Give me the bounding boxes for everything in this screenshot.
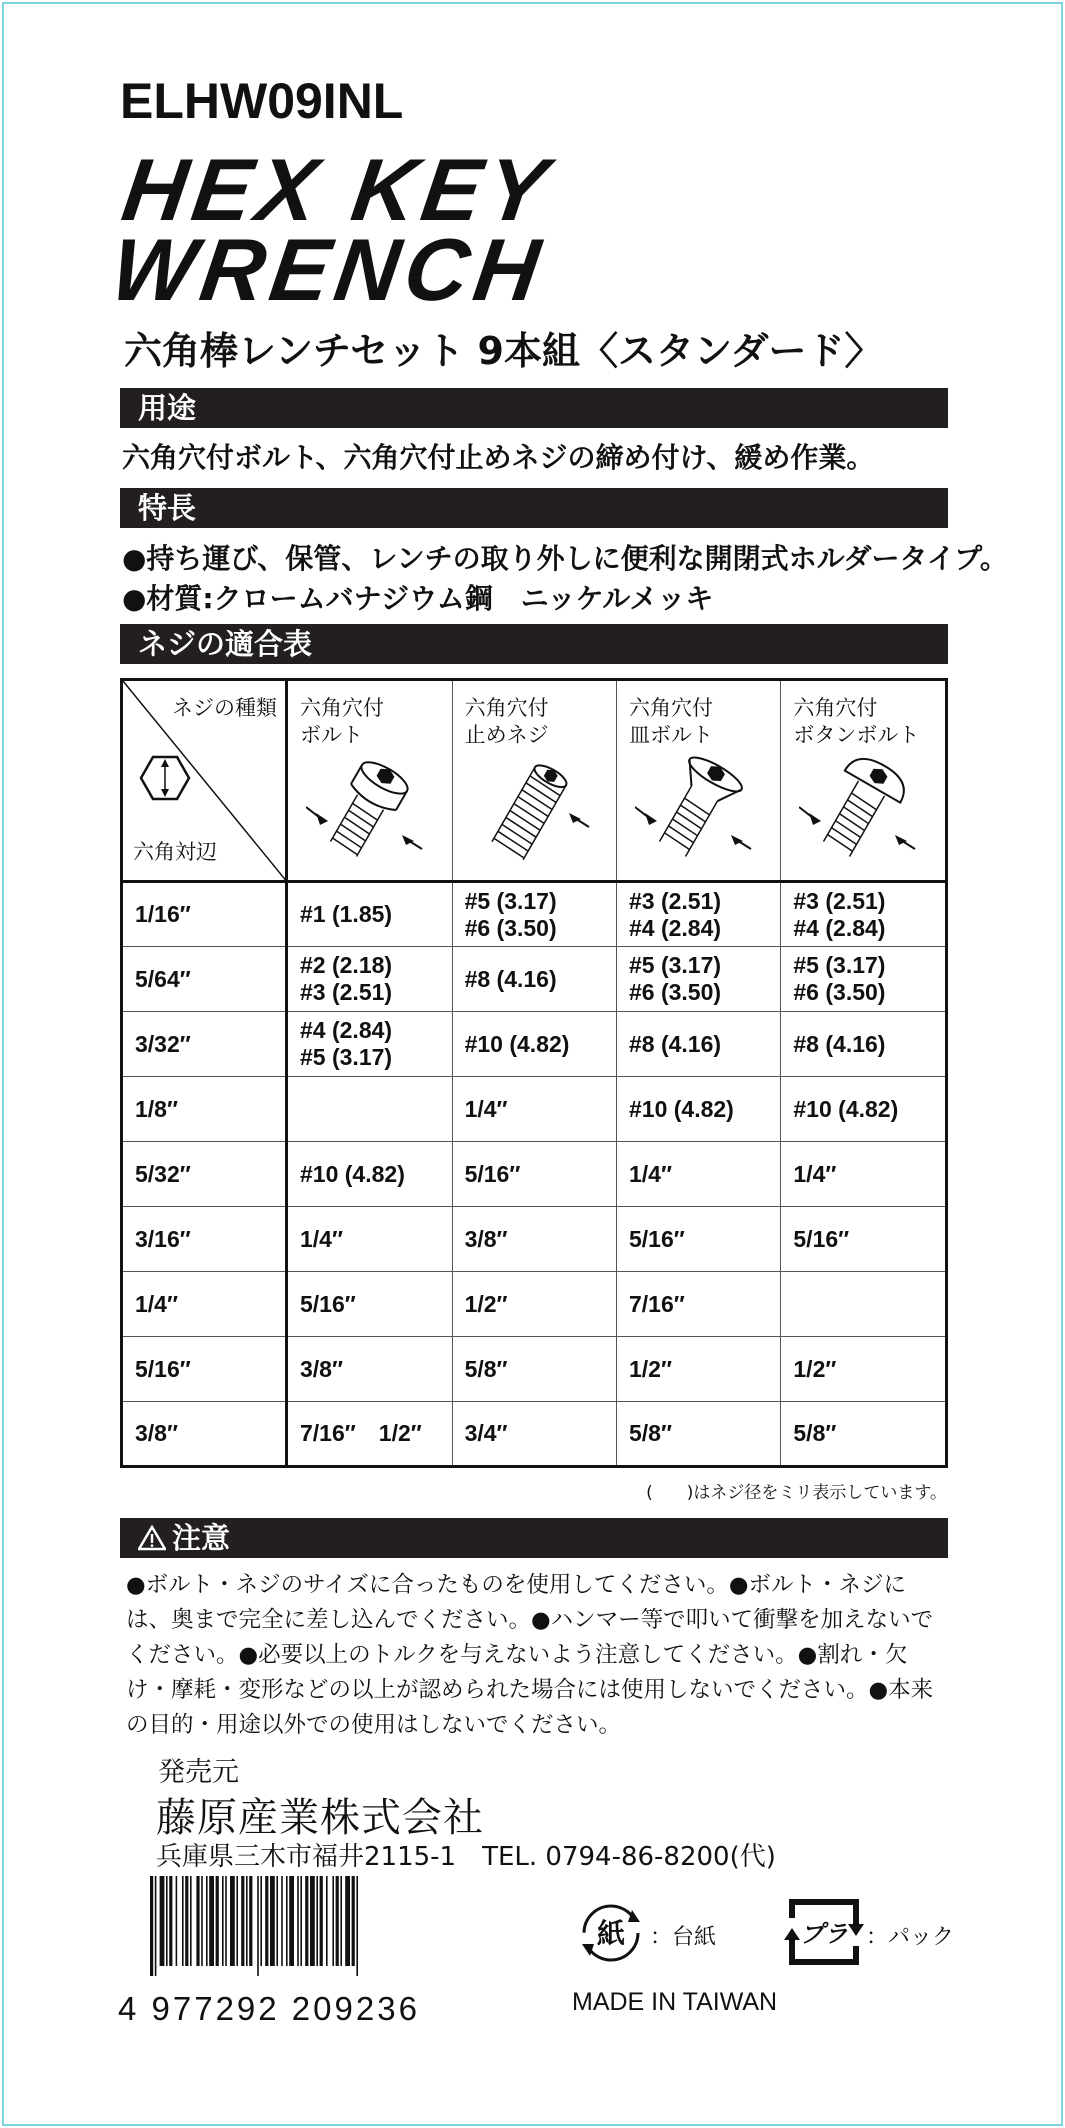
barcode-bar [222, 1876, 224, 1966]
fit-cell-line: 3/8″ [464, 1225, 508, 1252]
barcode-bar [336, 1876, 339, 1966]
usage-heading: 用途 [120, 388, 948, 428]
barcode-bar [286, 1876, 288, 1966]
table-row [122, 1402, 947, 1467]
fit-cell-line: #3 (2.51) [793, 887, 886, 914]
barcode-bar [332, 1876, 334, 1966]
barcode-bar [230, 1876, 235, 1966]
fit-cell-line: 5/16″ [464, 1160, 521, 1187]
barcode-bar [340, 1876, 342, 1966]
hex-size-cell: 3/16″ [122, 1207, 287, 1272]
barcode-bar [297, 1876, 299, 1966]
fit-cell-line: #1 (1.85) [300, 901, 393, 927]
fit-cell [452, 947, 616, 1012]
company-address: 兵庫県三木市福井2115-1 TEL. 0794-86-8200(代) [156, 1842, 776, 1872]
fit-cell-line: #8 (4.16) [464, 965, 557, 992]
fit-cell-line: #8 (4.16) [793, 1030, 886, 1057]
features-heading: 特長 [120, 488, 948, 528]
plastic-recycle-label: ：パック [866, 1925, 955, 1950]
fit-cell-line: #6 (3.50) [793, 979, 886, 1005]
fit-cell-line: 5/8″ [464, 1355, 508, 1382]
barcode-bar [260, 1876, 262, 1966]
fit-cell [616, 1337, 780, 1402]
table-note: ( )はネジ径をミリ表示しています。 [646, 1483, 947, 1503]
caution-heading-label: 注意 [172, 1521, 231, 1555]
button-head-bolt-icon [799, 755, 919, 865]
fit-cell-line: #3 (2.51) [300, 979, 393, 1005]
company-name: 藤原産業株式会社 [156, 1795, 484, 1841]
hex-size-cell: 5/32″ [122, 1142, 287, 1207]
table-row [122, 1272, 947, 1337]
fit-cell [781, 882, 947, 947]
barcode-bar [300, 1876, 302, 1966]
barcode-bar [155, 1876, 157, 1976]
fit-cell [616, 1402, 780, 1467]
barcode-bar [281, 1876, 283, 1966]
barcode-bar [241, 1876, 244, 1966]
caution-heading [120, 1518, 948, 1558]
barcode-bar [182, 1876, 184, 1966]
hex-size-cell: 5/16″ [122, 1337, 287, 1402]
fit-cell [616, 1077, 780, 1142]
barcode-bar [305, 1876, 308, 1966]
table-corner-cell [122, 680, 287, 882]
hex-size-cell: 1/8″ [122, 1077, 287, 1142]
barcode-bar [201, 1876, 203, 1966]
fit-cell [781, 1272, 947, 1337]
fit-cell [287, 1272, 453, 1337]
fit-cell-line: 3/8″ [300, 1355, 343, 1382]
fit-cell-line: 1/4″ [793, 1160, 837, 1187]
title-line-1: HEX KEY [116, 140, 559, 239]
header-socket-head-bolt: 六角穴付 ボルト [287, 680, 453, 882]
warning-icon [138, 1525, 166, 1551]
table-heading: ネジの適合表 [120, 624, 948, 664]
fit-cell-line: #5 (3.17) [464, 887, 557, 914]
table-row [122, 1142, 947, 1207]
barcode-bar [265, 1876, 268, 1966]
hex-size-cell: 5/64″ [122, 947, 287, 1012]
table-body [122, 882, 947, 1467]
barcode [150, 1876, 450, 1976]
hex-size-cell: 3/32″ [122, 1012, 287, 1077]
barcode-bar [236, 1876, 238, 1966]
fit-cell-line: 7/16″ [628, 1290, 685, 1317]
fit-cell-line: 3/4″ [464, 1420, 508, 1446]
fit-cell [452, 1272, 616, 1337]
fit-cell-line: #5 (3.17) [300, 1044, 393, 1070]
table-row [122, 1077, 947, 1142]
barcode-bar [320, 1876, 323, 1966]
fit-cell-line: #8 (4.16) [628, 1030, 722, 1057]
fit-cell-line: #10 (4.82) [300, 1160, 405, 1187]
fit-cell [616, 947, 780, 1012]
fit-cell [452, 1012, 616, 1077]
model-number: ELHW09INL [120, 73, 404, 129]
made-in-label: MADE IN TAIWAN [572, 1988, 778, 2016]
set-screw-icon [471, 755, 591, 865]
table-row [122, 882, 947, 947]
fit-cell [287, 1337, 453, 1402]
fit-cell-line: 1/4″ [464, 1095, 508, 1122]
barcode-bar [176, 1876, 178, 1966]
fit-cell-line: 5/16″ [300, 1290, 356, 1317]
fit-cell-line: #10 (4.82) [793, 1095, 899, 1122]
fit-cell-line: 7/16″ 1/2″ [300, 1420, 422, 1446]
feature-item-2: ●材質:クロームバナジウム鋼 ニッケルメッキ [122, 582, 714, 615]
fit-cell-line: 1/4″ [300, 1225, 343, 1252]
fit-cell-line: #5 (3.17) [793, 952, 886, 978]
barcode-bar [190, 1876, 192, 1966]
fit-cell [616, 1012, 780, 1077]
fit-cell [781, 1142, 947, 1207]
fit-cell [452, 1142, 616, 1207]
fit-cell [287, 1077, 453, 1142]
barcode-bar [326, 1876, 328, 1966]
fit-cell-line: #4 (2.84) [628, 914, 722, 941]
hex-size-cell: 1/4″ [122, 1272, 287, 1337]
header-button-head-bolt: 六角穴付 ボタンボルト [781, 680, 947, 882]
hex-nut-icon [141, 757, 189, 799]
fit-cell [452, 1337, 616, 1402]
paper-mark-text: 紙 [596, 1917, 626, 1950]
barcode-bar [196, 1876, 199, 1966]
barcode-bar [206, 1876, 208, 1966]
fit-cell-line: #6 (3.50) [628, 979, 722, 1005]
barcode-bar [216, 1876, 219, 1966]
usage-text: 六角穴付ボルト、六角穴付止めネジの締め付け、緩め作業。 [122, 441, 875, 474]
fit-cell-line: #6 (3.50) [464, 914, 557, 941]
fit-cell [287, 1142, 453, 1207]
corner-label-screw-type: ネジの種類 [172, 696, 277, 720]
screw-fit-table [120, 678, 948, 1468]
plastic-recycle-icon [782, 1896, 866, 1968]
fit-cell-line: #10 (4.82) [464, 1030, 570, 1057]
fit-cell [781, 1012, 947, 1077]
fit-cell-line: #4 (2.84) [793, 914, 886, 941]
fit-cell [287, 1207, 453, 1272]
barcode-bar [185, 1876, 188, 1966]
header-set-screw: 六角穴付 止めネジ [452, 680, 616, 882]
barcode-bar [225, 1876, 227, 1966]
barcode-bar [316, 1876, 318, 1966]
fit-cell [287, 1402, 453, 1467]
table-row [122, 1012, 947, 1077]
table-row [122, 1337, 947, 1402]
fit-cell [287, 947, 453, 1012]
paper-recycle-icon [578, 1900, 644, 1966]
barcode-bar [257, 1876, 259, 1976]
hex-size-cell: 3/8″ [122, 1402, 287, 1467]
fit-cell-line: #5 (3.17) [628, 952, 722, 978]
fit-cell-line: #4 (2.84) [300, 1017, 393, 1043]
barcode-bar [150, 1876, 153, 1976]
product-subtitle: 六角棒レンチセット 9本組〈スタンダード〉 [124, 329, 883, 373]
fit-cell [452, 882, 616, 947]
barcode-bar [356, 1876, 358, 1976]
distributor-label: 発売元 [158, 1757, 239, 1788]
barcode-bar [289, 1876, 294, 1966]
fit-cell-line: 5/8″ [793, 1420, 837, 1446]
fit-cell [452, 1207, 616, 1272]
hex-size-cell: 1/16″ [122, 882, 287, 947]
barcode-bar [249, 1876, 252, 1966]
paper-recycle-label: ：台紙 [650, 1925, 717, 1950]
barcode-bar [310, 1876, 315, 1966]
fit-cell [452, 1077, 616, 1142]
caution-text: ●ボルト・ネジのサイズに合ったものを使用してください。●ボルト・ネジには、奥まで完全に差し込んでください。●ハンマー等で叩いて衝撃を加えないでください。●必要以上のトルクを与えないよう注意してください。●割れ・欠け・摩耗・変形などの以上が認められた場合には使用しないでください。●本来の目的・用途以外での使用はしないでください。 [126, 1572, 934, 1738]
title-line-2: WRENCH [105, 220, 552, 319]
fit-cell-line: 5/16″ [628, 1225, 685, 1252]
fit-cell-line: 1/4″ [628, 1160, 672, 1187]
product-title [105, 140, 561, 319]
corner-label-hex-size: 六角対辺 [133, 840, 217, 864]
barcode-bar [276, 1876, 278, 1966]
fit-cell [287, 882, 453, 947]
fit-cell [616, 882, 780, 947]
fit-cell-line: 1/2″ [628, 1355, 672, 1382]
table-header-row [122, 680, 947, 882]
fit-cell [781, 947, 947, 1012]
table-row [122, 947, 947, 1012]
barcode-bar [345, 1876, 350, 1966]
table-row [122, 1207, 947, 1272]
barcode-bar [169, 1876, 172, 1966]
fit-cell-line: 1/2″ [793, 1355, 837, 1382]
barcode-bar [166, 1876, 168, 1966]
fit-cell [781, 1337, 947, 1402]
fit-cell [616, 1207, 780, 1272]
fit-cell [616, 1272, 780, 1337]
fit-cell [781, 1402, 947, 1467]
barcode-bar [209, 1876, 214, 1966]
fit-cell-line: 5/8″ [628, 1420, 672, 1446]
fit-cell-line: #10 (4.82) [628, 1095, 734, 1122]
fit-cell [287, 1012, 453, 1077]
socket-head-bolt-icon [306, 755, 426, 865]
fit-cell [781, 1207, 947, 1272]
barcode-bar [246, 1876, 248, 1966]
fit-cell-line: 5/16″ [793, 1225, 850, 1252]
fit-cell [452, 1402, 616, 1467]
header-flat-head-bolt: 六角穴付 皿ボルト [616, 680, 780, 882]
feature-item-1: ●持ち運び、保管、レンチの取り外しに便利な開閉式ホルダータイプ。 [122, 542, 1008, 575]
barcode-bar [270, 1876, 275, 1966]
fit-cell-line: #2 (2.18) [300, 952, 393, 978]
barcode-bar [352, 1876, 355, 1966]
flat-head-bolt-icon [635, 755, 755, 865]
fit-cell-line: 1/2″ [464, 1290, 508, 1317]
barcode-number: 4 977292 209236 [118, 1990, 420, 2027]
fit-cell [616, 1142, 780, 1207]
fit-cell-line: #3 (2.51) [628, 887, 722, 914]
barcode-bar [160, 1876, 165, 1966]
fit-cell [781, 1077, 947, 1142]
plastic-mark-text: プラ [800, 1920, 848, 1948]
